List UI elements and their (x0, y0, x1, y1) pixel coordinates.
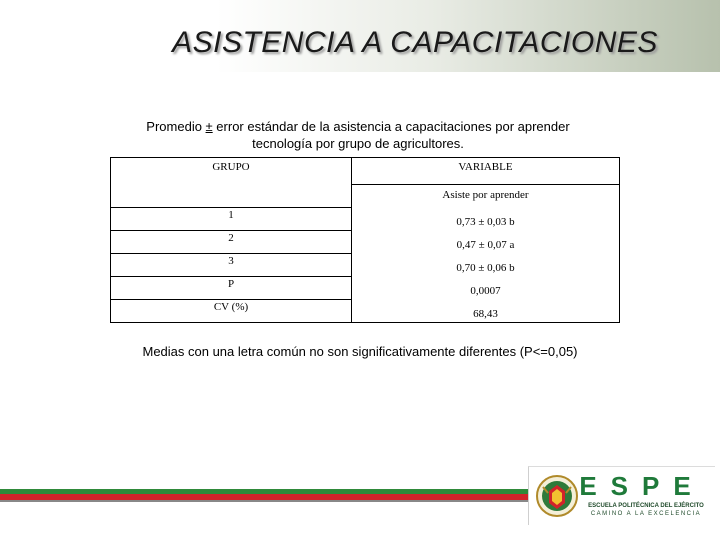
caption-plus-minus: ± (205, 119, 213, 134)
table-caption (100, 118, 616, 152)
caption-line2: tecnología por grupo de agricultores. (252, 136, 464, 151)
table-row (111, 299, 620, 322)
table-row (111, 276, 620, 299)
results-table (110, 157, 620, 323)
value-label: 0,47 ± 0,07 a (456, 239, 515, 251)
subheader-cell (352, 185, 620, 208)
value-label: 0,0007 (470, 285, 501, 297)
value-cell (352, 276, 620, 299)
footnote: Medias con una letra común no son significativamente diferentes (P<=0,05) (142, 344, 578, 359)
value-label: 0,73 ± 0,03 b (456, 216, 515, 228)
logo-wordmark: ESPE (579, 471, 705, 501)
subheader-variable: Asiste por aprender (442, 189, 529, 201)
group-label: 1 (228, 208, 234, 221)
table-header-row (111, 158, 620, 185)
university-seal-icon (535, 473, 579, 519)
value-cell (352, 230, 620, 253)
table-row (111, 207, 620, 230)
footer-stripe-grey (0, 500, 528, 502)
group-cell (111, 299, 352, 322)
group-cell (111, 276, 352, 299)
header-variable-cell (352, 158, 620, 185)
logo-institution-name: ESCUELA POLITÉCNICA DEL EJÉRCITO (588, 503, 704, 509)
value-cell (352, 299, 620, 322)
group-label: P (227, 277, 235, 290)
value-label: 0,70 ± 0,06 b (456, 262, 515, 274)
group-label: CV (%) (213, 300, 249, 313)
logo-motto: CAMINO A LA EXCELENCIA (590, 511, 702, 517)
header-group-cell (111, 158, 352, 208)
table-row (111, 253, 620, 276)
value-cell (352, 253, 620, 276)
group-label: 3 (228, 254, 234, 267)
value-cell (352, 207, 620, 230)
header-variable: VARIABLE (458, 161, 513, 173)
espe-logo (528, 466, 715, 525)
table-row (111, 230, 620, 253)
group-cell (111, 230, 352, 253)
group-cell (111, 207, 352, 230)
group-label: 2 (228, 231, 234, 244)
value-label: 68,43 (473, 308, 498, 320)
header-group: GRUPO (212, 161, 250, 173)
caption-line1-pre: Promedio (146, 119, 206, 134)
group-cell (111, 253, 352, 276)
slide-title: ASISTENCIA A CAPACITACIONES (172, 26, 658, 59)
caption-line1-post: error estándar de la asistencia a capacitaciones por aprender (212, 119, 570, 134)
